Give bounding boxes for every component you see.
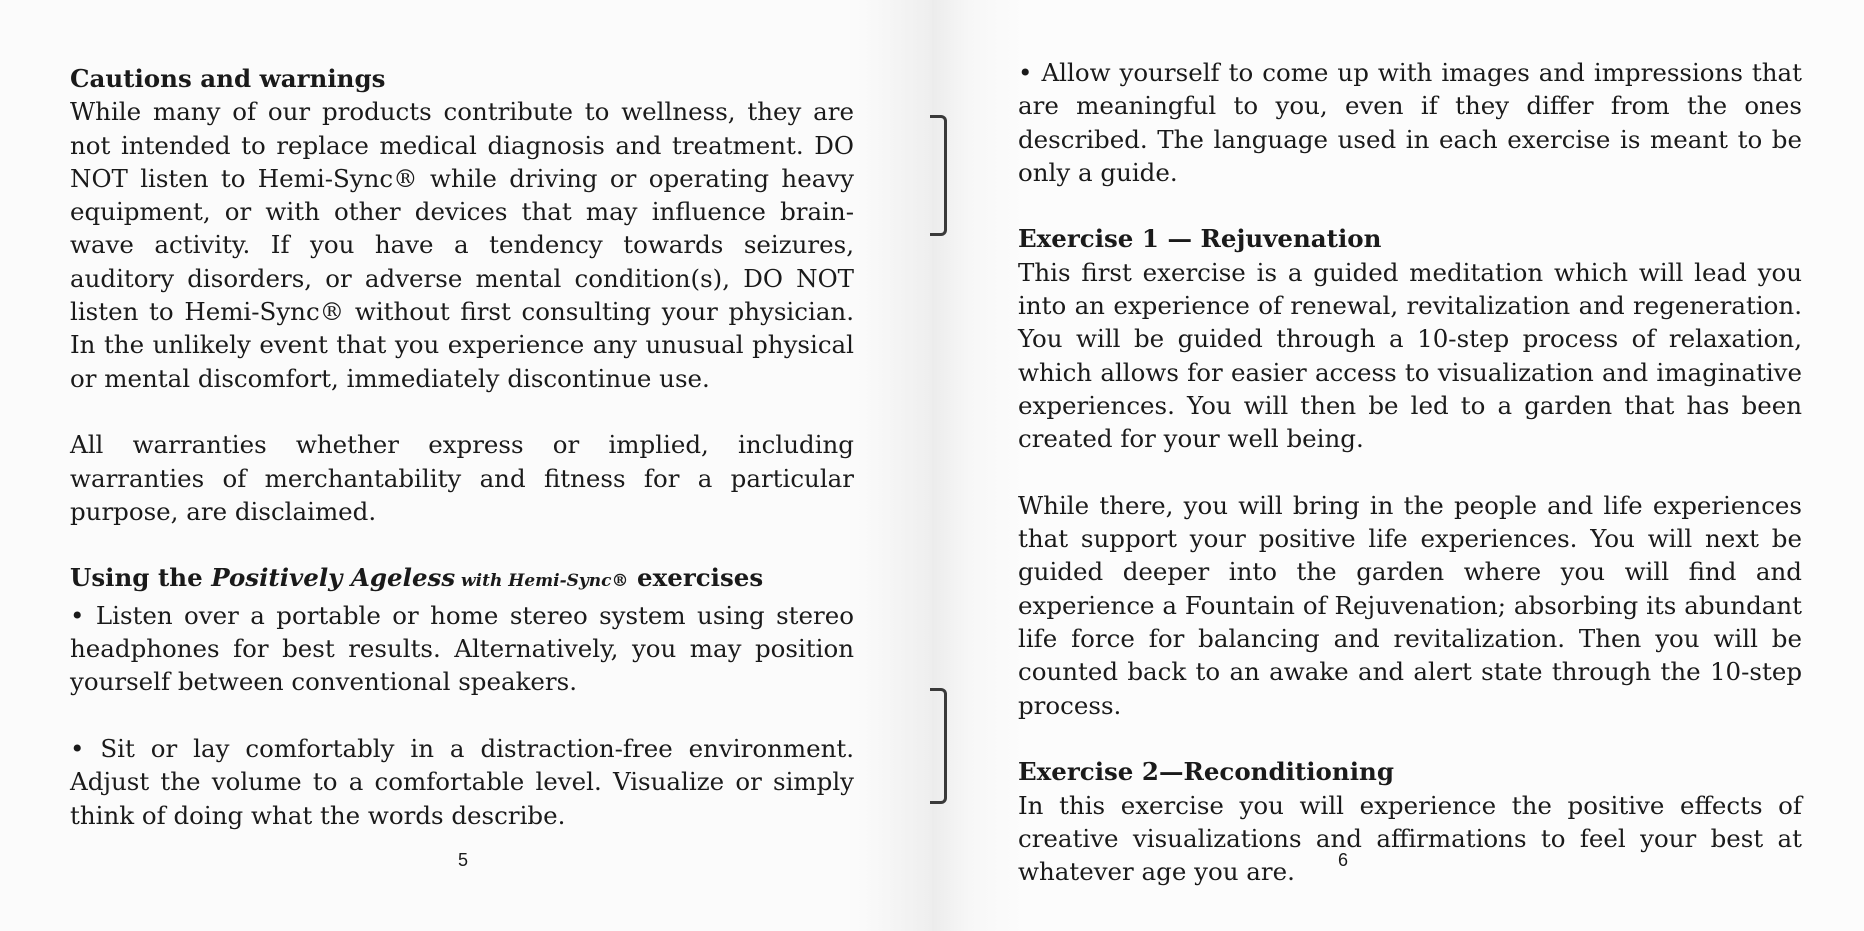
- product-title: Positively Ageless: [211, 563, 456, 593]
- cautions-paragraph: While many of our products contribute to wellness, they are not intended to replace medical diagnosis and treatment. DO NOT listen to Hemi-Sync® while driving or operating heavy equipment, or with other devices that may influence brain-wave activity. If you have a tendency towards seizures, auditory disorders, or adverse mental condition(s), DO NOT listen to Hemi-Sync® without first consulting your physician. In the unlikely event that you experience any unusual physical or mental discomfort, immediately discontinue use.: [70, 97, 854, 393]
- warranty-paragraph: All warranties whether express or implied, including warranties of merchantability and fitness for a particular purpose, are disclaimed.: [70, 430, 854, 526]
- exercise2-paragraph: In this exercise you will experience the positive effects of creative visualizations and affirmations to feel your best at whatever age you are.: [1018, 790, 1802, 887]
- page-number: 6: [1338, 850, 1349, 870]
- staple-icon: [930, 688, 947, 804]
- exercise1-heading: Exercise 1 — Rejuvenation: [1018, 224, 1382, 254]
- left-column: [70, 62, 854, 832]
- right-column: [1018, 56, 1802, 888]
- cautions-heading: Cautions and warnings: [70, 64, 386, 93]
- using-heading: Using the Positively Ageless with Hemi-Sync® exercises: [70, 563, 764, 593]
- exercise1-paragraph-2: While there, you will bring in the people and life experiences that support your positive life experiences. You will next be guided deeper into the garden where you will find and experience a Fountain of Rejuvenation; absorbing its abundant life force for balancing and revitalization. Then you will be counted back to an awake and alert state through the 10-step process.: [1018, 490, 1802, 720]
- page-number: 5: [458, 850, 469, 870]
- bullet-item: • Allow yourself to come up with images and impressions that are meaningful to you, even if they differ from the ones described. The language used in each exercise is meant to be only a guide.: [1018, 58, 1802, 187]
- exercise1-paragraph: This first exercise is a guided meditation which will lead you into an experience of renewal, revitalization and regeneration. You will be guided through a 10-step process of relaxation, which allows for easier access to visualization and imaginative experiences. You will then be led to a garden that has been created for your well being.: [1018, 257, 1802, 454]
- bullet-item: • Sit or lay comfortably in a distraction-free environment. Adjust the volume to a comfortable level. Visualize or simply think of doing what the words describe.: [70, 733, 854, 830]
- right-page: [932, 0, 1864, 931]
- exercise2-heading: Exercise 2—Reconditioning: [1018, 757, 1394, 787]
- staple-icon: [930, 115, 947, 236]
- bullet-item: • Listen over a portable or home stereo system using stereo headphones for best results. Alternatively, you may position yourself between conventional speakers.: [70, 600, 854, 697]
